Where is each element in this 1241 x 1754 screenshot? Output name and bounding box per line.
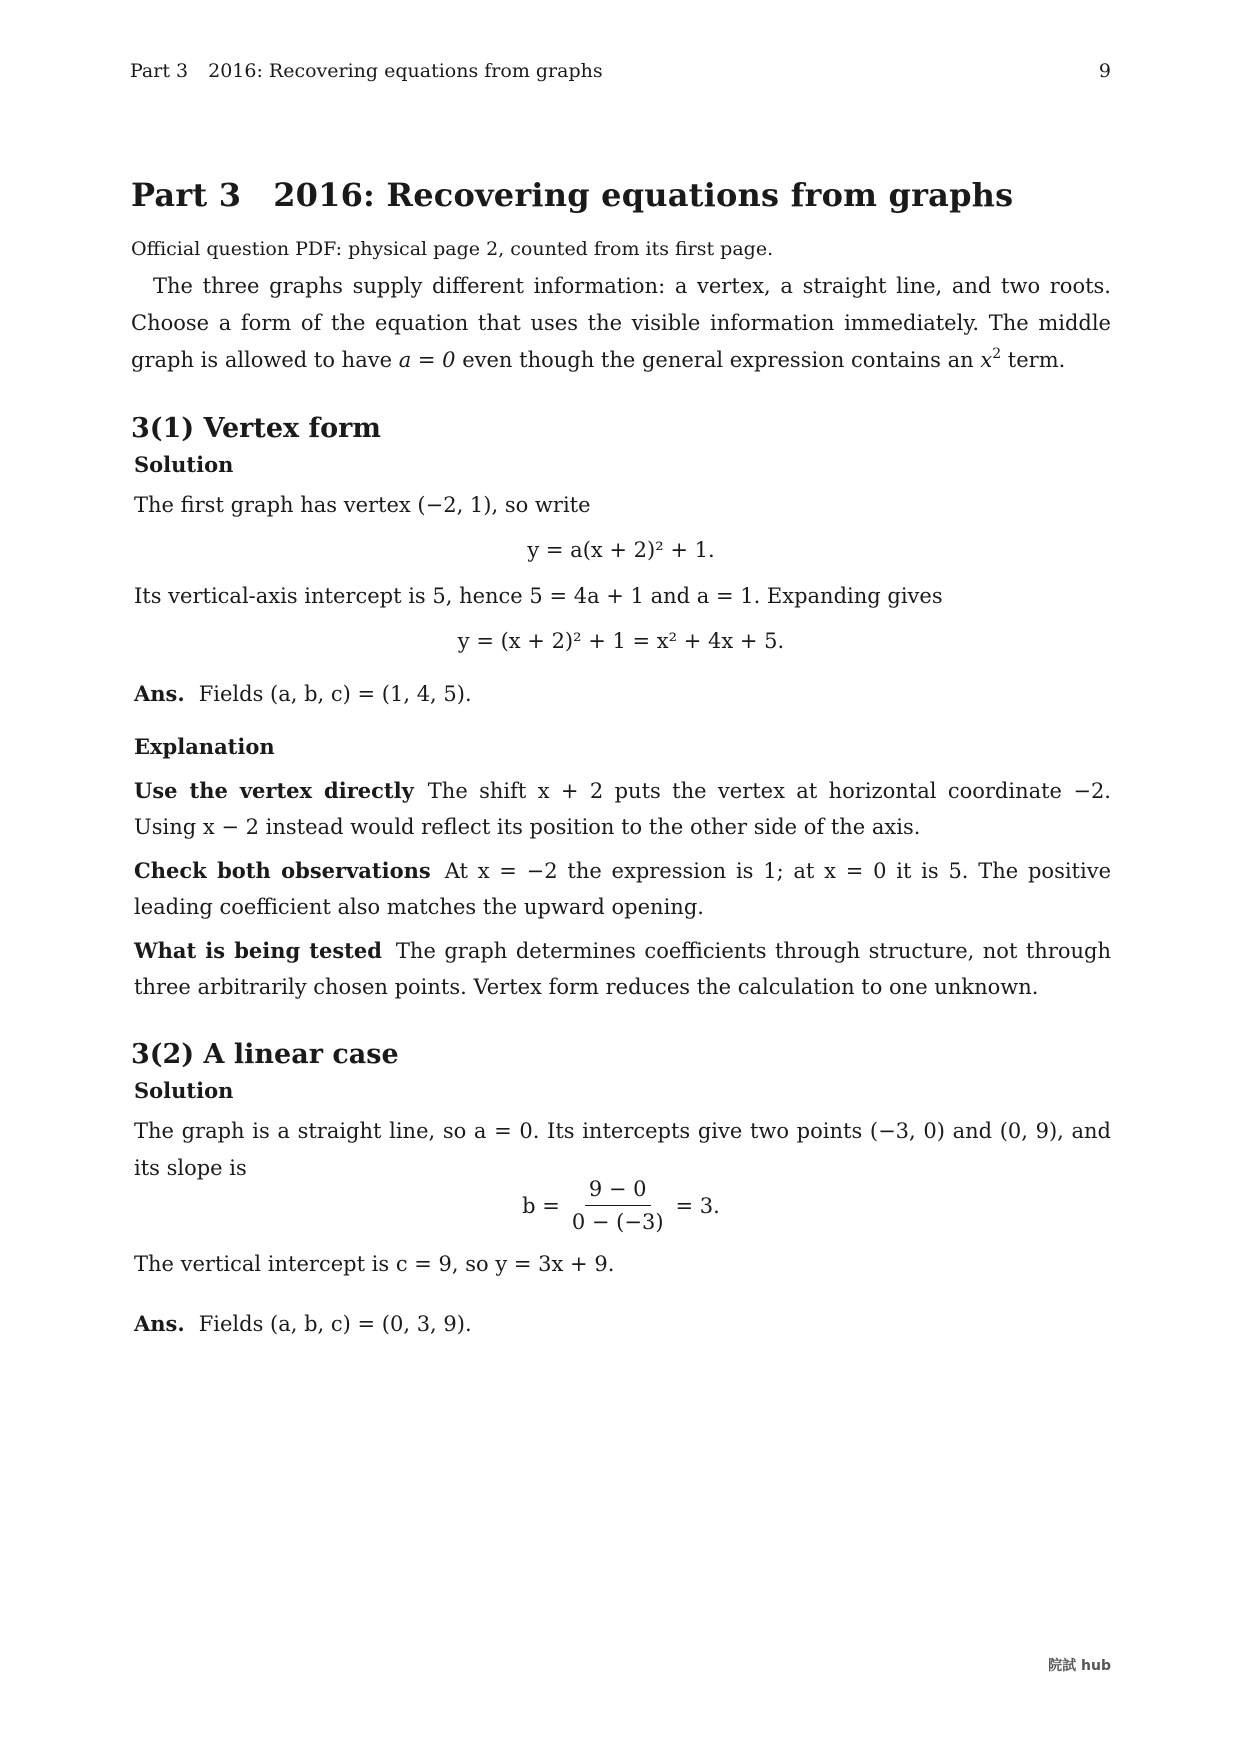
section-2-solution-text-1: The graph is a straight line, so a = 0. Its intercepts give two points (−3, 0) and (0, 9), and its slope is xyxy=(134,1119,1111,1180)
section-1-solution-text-2: Its vertical-axis intercept is 5, hence 5 = 4a + 1 and a = 1. Expanding gives xyxy=(134,584,943,608)
section-2-solution-text-2: The vertical intercept is c = 9, so y = 3x + 9. xyxy=(134,1252,615,1276)
section-1-answer xyxy=(134,681,1111,706)
header-part: Part 3 xyxy=(130,60,189,82)
section-1-equation-1: y = a(x + 2)² + 1. xyxy=(527,538,715,562)
section-1-solution-text-1: The first graph has vertex (−2, 1), so write xyxy=(134,493,591,517)
section-1-answer-label: Ans. xyxy=(134,681,185,706)
intro-math-a0: a = 0 xyxy=(398,348,456,372)
section-1-equation-2: y = (x + 2)² + 1 = x² + 4x + 5. xyxy=(457,629,785,653)
section-1-explanation-label: Explanation xyxy=(134,734,275,759)
slope-fraction-numerator: 9 − 0 xyxy=(585,1177,651,1206)
slope-fraction xyxy=(568,1177,668,1234)
explanation-item xyxy=(134,853,1111,925)
explanation-item-head: Use the vertex directly xyxy=(134,778,414,803)
slope-fraction-denominator: 0 − (−3) xyxy=(571,1210,664,1234)
explanation-item-text: At x = −2 the expression is 1; at x = 0 it is 5. The positive leading coefficient also matches the upward opening. xyxy=(134,859,1112,919)
section-1-answer-text: Fields (a, b, c) = (1, 4, 5). xyxy=(198,682,472,706)
section-2-title: 3(2) A linear case xyxy=(131,1039,399,1070)
part-heading xyxy=(131,176,1111,214)
slope-equation-lhs: b = xyxy=(522,1193,560,1218)
slope-equation-rhs: = 3. xyxy=(675,1193,720,1218)
explanation-item xyxy=(134,933,1111,1005)
explanation-item-text: The shift x + 2 puts the vertex at horizontal coordinate −2. Using x − 2 instead would reflect its position to the other side of the axis. xyxy=(134,779,1111,839)
intro-math-x: x xyxy=(980,348,993,372)
explanation-item-text: The graph determines coefficients through structure, not through three arbitrarily chosen points. Vertex form reduces the calculation to one unknown. xyxy=(134,939,1111,999)
explanation-item xyxy=(134,773,1111,845)
intro-math-sup: 2 xyxy=(992,346,1002,362)
running-header xyxy=(130,60,1111,82)
section-2-solution-label: Solution xyxy=(134,1078,234,1103)
section-1-solution-label: Solution xyxy=(134,452,234,477)
source-note: Official question PDF: physical page 2, counted from its first page. xyxy=(131,238,774,260)
footer-brand: 院試 hub xyxy=(1048,1658,1111,1674)
explanation-item-head: Check both observations xyxy=(134,858,431,883)
intro-text-2: even though the general expression contains an xyxy=(455,348,981,372)
section-2-answer xyxy=(134,1311,1111,1336)
page-number: 9 xyxy=(1098,60,1111,82)
explanation-item-head: What is being tested xyxy=(134,938,382,963)
page-content xyxy=(131,176,1111,1336)
intro-text-1: The three graphs supply different information: a vertex, a straight line, and two roots. Choose a form of the equation that uses the visible information immediately. The middle graph is allowed to have xyxy=(131,274,1111,372)
running-header-title xyxy=(130,60,603,82)
part-heading-number: Part 3 xyxy=(131,176,242,214)
slope-equation xyxy=(131,1177,1111,1234)
intro-paragraph xyxy=(131,268,1111,379)
section-2-answer-label: Ans. xyxy=(134,1311,185,1336)
section-1-title: 3(1) Vertex form xyxy=(131,413,381,444)
intro-text-3: term. xyxy=(1001,348,1066,372)
part-heading-title: 2016: Recovering equations from graphs xyxy=(273,176,1014,214)
header-title-text: 2016: Recovering equations from graphs xyxy=(208,60,603,82)
section-2-answer-text: Fields (a, b, c) = (0, 3, 9). xyxy=(198,1312,472,1336)
